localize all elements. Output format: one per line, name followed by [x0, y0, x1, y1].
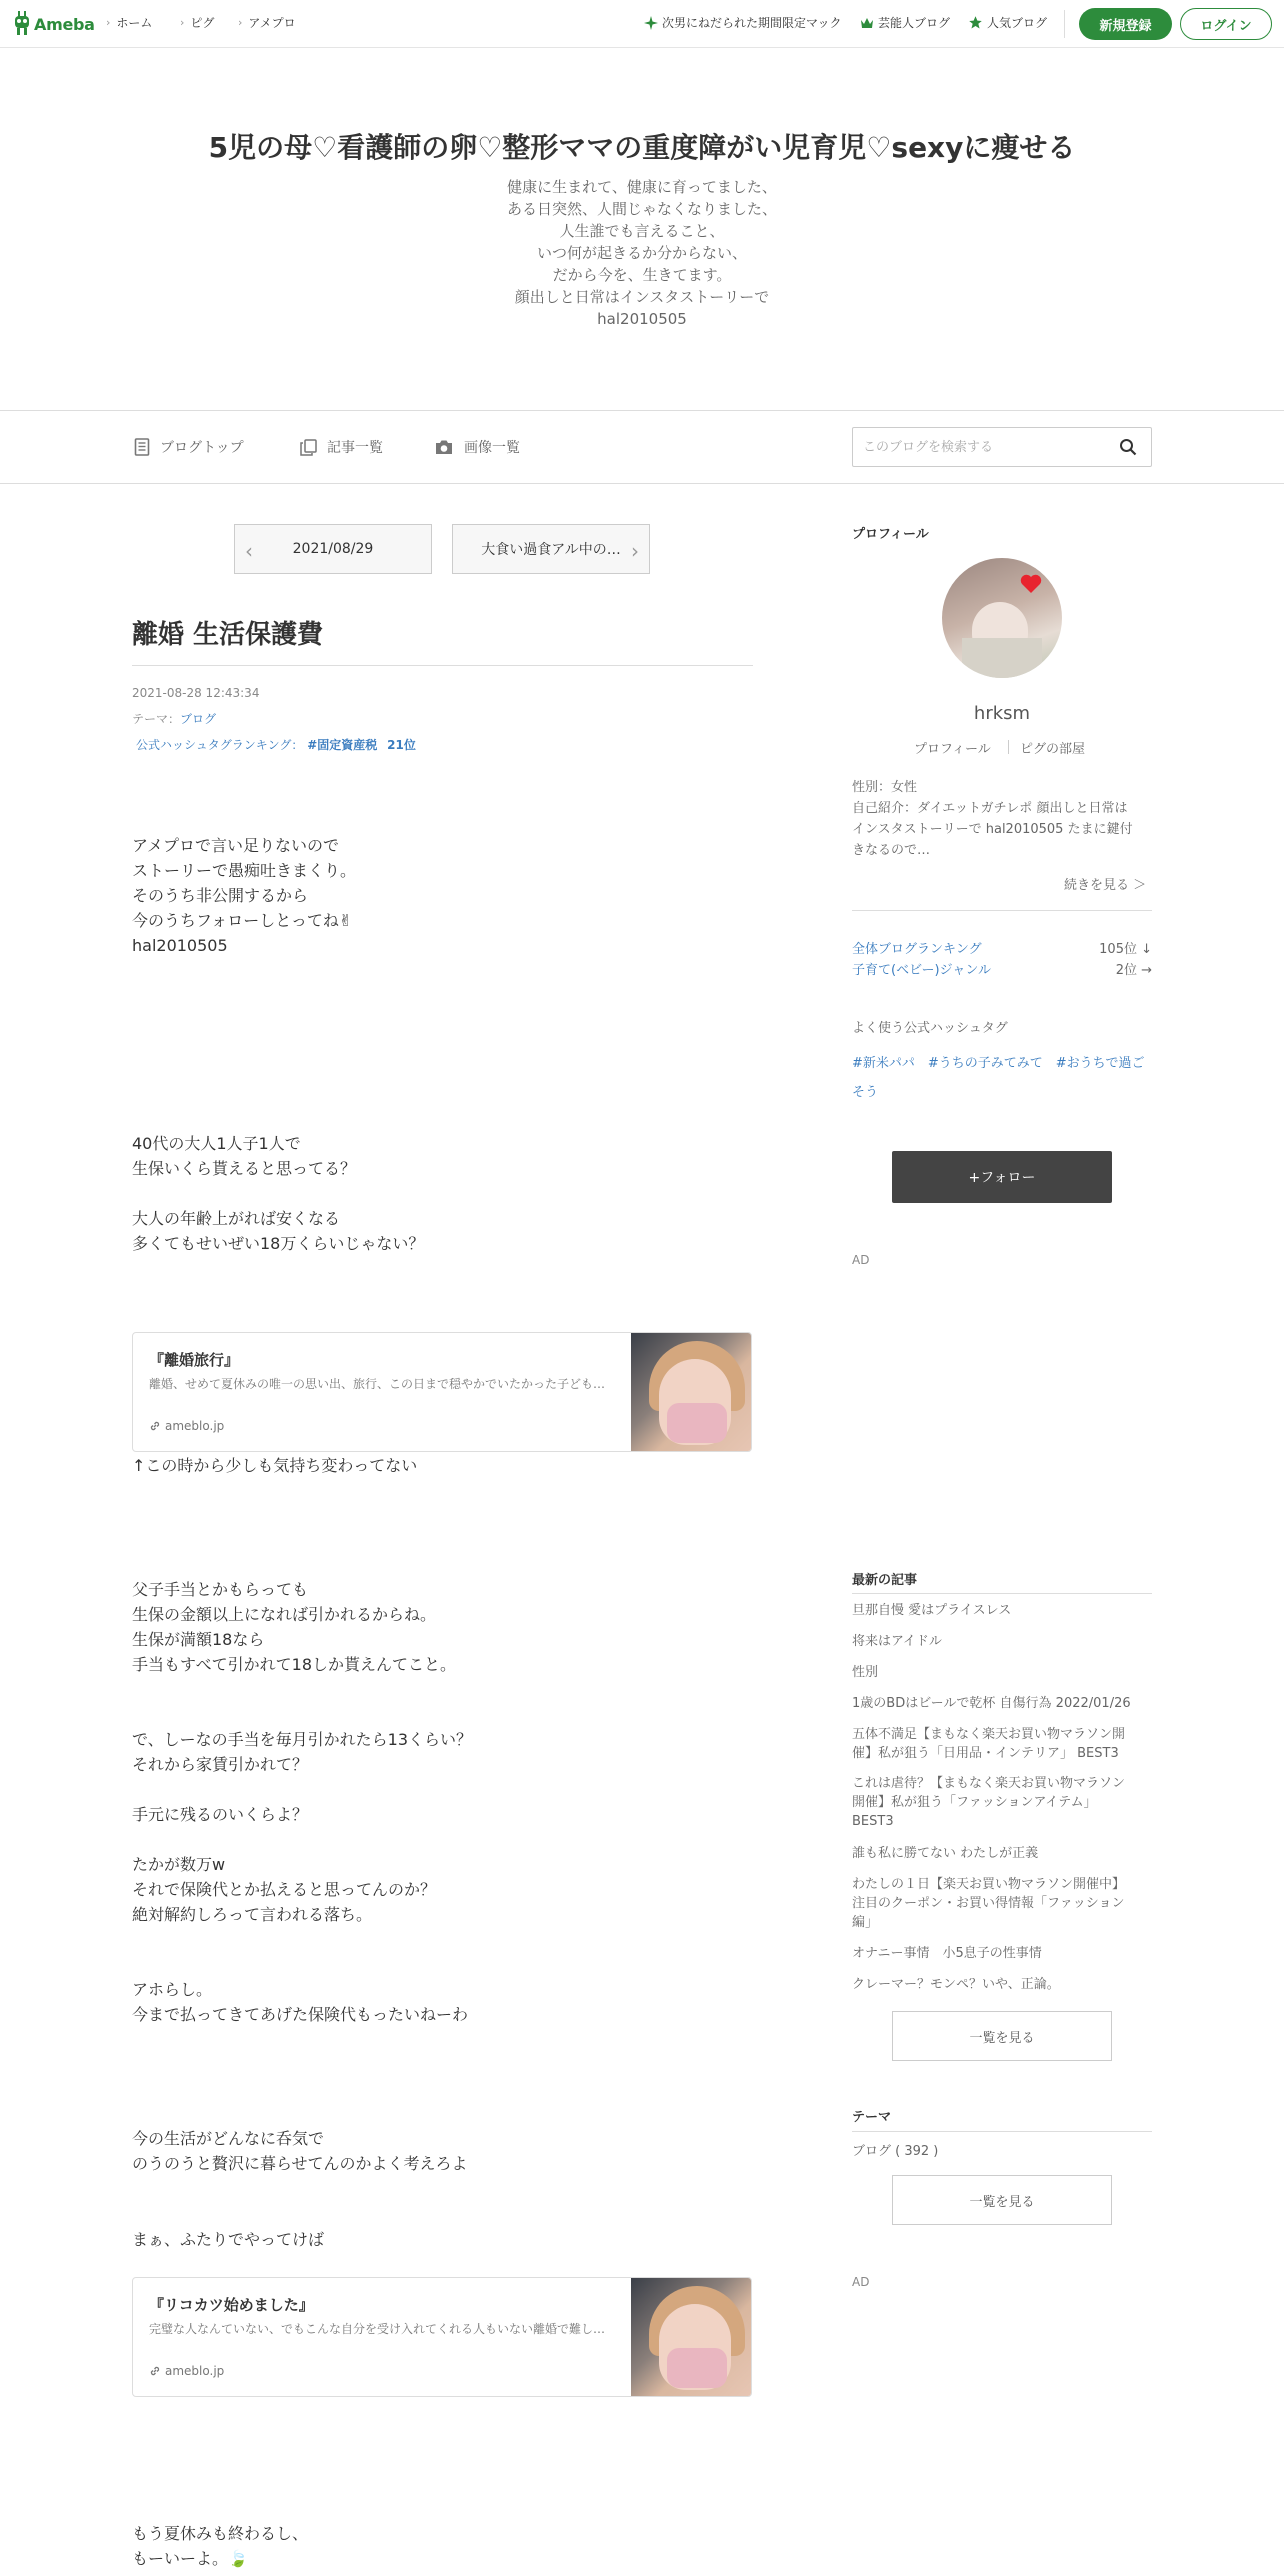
- recent-article-title: BEST3: [852, 1814, 894, 1829]
- profile-links-divider: [1008, 740, 1009, 754]
- card-title: 『リコカツ始めました』: [149, 2296, 314, 2314]
- ranking-genre-label: 子育て(ベビー)ジャンル: [852, 963, 992, 978]
- recent-article-link[interactable]: [852, 1601, 1152, 1620]
- copy-icon: [300, 439, 317, 456]
- text-line: 父子手当とかもらっても: [132, 1580, 309, 1599]
- text-line: インスタストーリーで hal2010505 たまに鍵付: [852, 822, 1133, 837]
- read-more-link[interactable]: 続きを見る ＞: [1064, 878, 1147, 893]
- sidebar-divider: [852, 2131, 1152, 2132]
- recent-article-title: 催】私が狙う「日用品・インテリア」 BEST3: [852, 1746, 1119, 1761]
- camera-icon: [434, 439, 454, 455]
- blog-search: [852, 427, 1152, 467]
- text-line: アホらし。: [132, 1980, 213, 1999]
- recent-article-link[interactable]: [852, 1774, 1152, 1831]
- chevron-right-icon: ›: [631, 539, 639, 563]
- nav-amepro-label: アメプロ: [248, 16, 296, 30]
- chevron-right-icon: ›: [238, 16, 243, 29]
- profile-name[interactable]: hrksm: [973, 703, 1031, 724]
- article-date: 2021-08-28 12:43:34: [132, 686, 260, 700]
- text-line: もう夏休みも終わるし、: [132, 2524, 309, 2543]
- avatar[interactable]: [942, 558, 1062, 678]
- hashtag-list[interactable]: そう: [852, 1085, 879, 1100]
- blog-title[interactable]: 5児の母♡看護師の卵♡整形ママの重度障がい児育児♡sexyに痩せる: [208, 131, 1076, 164]
- recent-article-link[interactable]: [852, 1844, 1152, 1863]
- avatar-banknotes: [962, 638, 1042, 678]
- text-line: ↑この時から少しも気持ち変わってない: [132, 1456, 418, 1475]
- blog-nav: [0, 410, 1284, 484]
- text-line: hal2010505: [132, 936, 228, 955]
- article-divider: [132, 665, 753, 666]
- card-domain-label: ameblo.jp: [165, 2364, 225, 2378]
- next-article-label: 大食い過食アル中の…: [481, 542, 621, 558]
- theme-heading: テーマ: [852, 2110, 892, 2125]
- text-line: それで保険代とか払えると思ってんのか？: [132, 1880, 437, 1899]
- text-line: 生保の金額以上になれば引かれるからね。: [132, 1605, 437, 1624]
- article-paragraph: [132, 1131, 356, 1181]
- nav-home[interactable]: [106, 14, 152, 31]
- blog-description-line: だから今を、生きてます。: [552, 266, 732, 284]
- card-description: 完璧な人なんていない、でもこんな自分を受け入れてくれる人もいない離婚で難し…: [149, 2322, 606, 2336]
- ameba-mascot-icon: [12, 10, 32, 38]
- recent-article-title: 誰も私に勝てない わたしが正義: [852, 1846, 1039, 1861]
- crown-icon: [860, 17, 874, 29]
- text-line: 生保が満額18なら: [132, 1630, 265, 1649]
- hashtag-ranking-rank: 21位: [387, 738, 416, 752]
- nav-pigg-label: ピグ: [190, 16, 215, 30]
- text-line: 大人の年齢上がれば安くなる: [132, 1209, 341, 1228]
- logo-text: Ameba: [34, 14, 95, 34]
- recent-article-title: 注目のクーポン・お買い得情報「ファッション: [852, 1896, 1125, 1911]
- promo-label: 次男にねだられた期間限定マック: [662, 16, 842, 30]
- text-line: 絶対解約しろって言われる落ち。: [132, 1905, 373, 1924]
- recent-articles-heading: 最新の記事: [852, 1573, 918, 1588]
- theme-blog-link[interactable]: ブログ ( 392 ): [852, 2144, 939, 2159]
- blog-description-line: ある日突然、人間じゃなくなりました、: [506, 200, 777, 218]
- article-paragraph: [132, 1577, 456, 1677]
- link-icon: [149, 1420, 161, 1432]
- blog-top-link[interactable]: [134, 437, 244, 457]
- article-list-label: 記事一覧: [327, 440, 383, 456]
- recent-article-title: クレーマー？モンペ？いや、正論。: [852, 1977, 1060, 1992]
- article-paragraph: [132, 2227, 324, 2252]
- card-thumbnail: [631, 1333, 751, 1452]
- nav-pigg[interactable]: [180, 14, 214, 31]
- profile-gender: 性別：女性: [852, 780, 918, 795]
- recent-article-title: 将来はアイドル: [852, 1634, 942, 1649]
- recent-article-link[interactable]: [852, 1663, 1152, 1682]
- article-theme: [132, 710, 216, 727]
- ad-label: AD: [852, 2275, 870, 2289]
- hashtag-ranking[interactable]: [136, 736, 416, 753]
- profile-link[interactable]: プロフィール: [914, 742, 991, 757]
- next-article-button[interactable]: [452, 524, 650, 574]
- article-paragraph: [132, 1977, 468, 2027]
- text-line: 多くてもせいぜい18万くらいじゃない？: [132, 1234, 425, 1253]
- blog-description-line: 顔出しと日常はインスタストーリーで: [514, 288, 770, 306]
- theme-link[interactable]: ブログ: [180, 712, 217, 726]
- hashtag-heading: よく使う公式ハッシュタグ: [852, 1021, 1008, 1036]
- chevron-right-icon: ›: [180, 16, 185, 29]
- recent-article-link[interactable]: [852, 1694, 1152, 1713]
- blog-description-line: hal2010505: [597, 310, 687, 328]
- card-description: 離婚、せめて夏休みの唯一の思い出、旅行、この日まで穏やかでいたかった子ども…: [149, 1377, 606, 1391]
- recent-article-title: 1歳のBDはビールで乾杯 自傷行為 2022/01/26: [852, 1696, 1131, 1711]
- chevron-right-icon: ›: [106, 16, 111, 29]
- article-paragraph: [132, 833, 356, 958]
- link-icon: [149, 2365, 161, 2377]
- ranking-genre[interactable]: [852, 959, 1152, 978]
- text-line: ストーリーで愚痴吐きまくり。: [132, 861, 357, 880]
- document-icon: [134, 438, 150, 456]
- global-header: [0, 0, 1284, 48]
- article-paragraph: [132, 1852, 436, 1927]
- header-divider: [1064, 10, 1065, 38]
- article-title[interactable]: 離婚 生活保護費: [132, 620, 324, 650]
- recent-article-link[interactable]: [852, 1875, 1152, 1932]
- card-thumbnail: [631, 2278, 751, 2397]
- see-all-themes-button[interactable]: 一覧を見る: [892, 2175, 1112, 2225]
- blog-top-label: ブログトップ: [160, 440, 244, 456]
- article-list-link[interactable]: [300, 437, 383, 457]
- see-all-articles-button[interactable]: 一覧を見る: [892, 2011, 1112, 2061]
- recent-article-title: 五体不満足【まもなく楽天お買い物マラソン開: [852, 1727, 1126, 1742]
- ranking-overall[interactable]: [852, 938, 1152, 957]
- card-domain: [149, 2364, 224, 2378]
- text-line: 今まで払ってきてあげた保険代もったいねーわ: [132, 2005, 469, 2024]
- recent-article-title: オナニー事情 小5息子の性事情: [852, 1946, 1042, 1961]
- text-line: 自己紹介：ダイエットガチレポ 顔出しと日常は: [852, 801, 1128, 816]
- text-line: それから家賃引かれて？: [132, 1755, 309, 1774]
- recent-article-title: わたしの１日【楽天お買い物マラソン開催中】: [852, 1877, 1126, 1892]
- article-paragraph: [132, 1206, 424, 1256]
- card-domain: [149, 1419, 224, 1433]
- pigg-room-link[interactable]: ピグの部屋: [1020, 742, 1086, 757]
- blog-link-card[interactable]: [132, 2277, 752, 2397]
- card-title: 『離婚旅行』: [149, 1351, 240, 1369]
- profile-intro: [852, 798, 1133, 861]
- sidebar-divider: [852, 1593, 1152, 1594]
- recent-article-title: 編」: [852, 1915, 879, 1930]
- blog-description-line: 人生誰でも言えること、: [559, 222, 725, 240]
- nav-home-label: ホーム: [116, 16, 153, 30]
- text-line: 生保いくら貰えると思ってる？: [132, 1159, 357, 1178]
- recent-article-link[interactable]: [852, 1944, 1152, 1963]
- popular-blog-label: 人気ブログ: [987, 16, 1048, 30]
- recent-article-link[interactable]: [852, 1975, 1152, 1994]
- recent-article-link[interactable]: [852, 1725, 1152, 1763]
- card-domain-label: ameblo.jp: [165, 1419, 225, 1433]
- ad-label: AD: [852, 1253, 870, 1267]
- celebrity-blog-label: 芸能人ブログ: [878, 16, 951, 30]
- popular-blog-link[interactable]: [968, 14, 1047, 31]
- chevron-left-icon: ‹: [245, 539, 253, 563]
- ranking-overall-value: 105位 ↓: [1099, 942, 1152, 957]
- recent-article-title: 性別: [852, 1665, 879, 1680]
- text-line: 40代の大人1人子1人で: [132, 1134, 301, 1153]
- star-icon: [968, 15, 983, 30]
- thumbnail-mask: [667, 1403, 727, 1443]
- text-line: アメプロで言い足りないので: [132, 836, 340, 855]
- text-line: たかが数万w: [132, 1855, 226, 1874]
- ranking-genre-value: 2位 →: [1115, 963, 1152, 978]
- recent-article-title: 開催】私が狙う「ファッションアイテム」: [852, 1795, 1097, 1810]
- text-line: もーいーよ。🍃: [132, 2549, 248, 2568]
- image-list-link[interactable]: [434, 437, 520, 457]
- login-button[interactable]: ログイン: [1180, 8, 1272, 40]
- blog-link-card[interactable]: [132, 1332, 752, 1452]
- text-line: 手元に残るのいくらよ？: [132, 1805, 309, 1824]
- text-line: 今の生活がどんなに呑気で: [132, 2129, 325, 2148]
- recent-article-title: 旦那自慢 愛はプライスレス: [852, 1603, 1012, 1618]
- text-line: のうのうと贅沢に暮らせてんのかよく考えろよ: [132, 2154, 468, 2173]
- blog-description-line: 健康に生まれて、健康に育ってました、: [507, 178, 777, 196]
- image-list-label: 画像一覧: [464, 440, 520, 456]
- text-line: で、しーなの手当を毎月引かれたら13くらい？: [132, 1730, 473, 1749]
- text-line: そのうち非公開するから: [132, 886, 309, 905]
- ameba-logo[interactable]: [12, 10, 95, 38]
- article-paragraph: [132, 2126, 468, 2176]
- follow-button[interactable]: +フォロー: [892, 1151, 1112, 1203]
- heart-icon: [1020, 574, 1042, 594]
- text-line: 今のうちフォローしとってね✌: [132, 911, 353, 930]
- sidebar-divider: [852, 910, 1152, 911]
- search-icon[interactable]: [1119, 438, 1137, 456]
- article-paragraph: [132, 1727, 472, 1777]
- sparkle-icon: [644, 16, 658, 30]
- article-paragraph: [132, 1802, 308, 1827]
- prev-article-label: 2021/08/29: [292, 541, 374, 557]
- blog-description: [0, 176, 1284, 330]
- hashtag-ranking-label: 公式ハッシュタグランキング：: [136, 738, 304, 752]
- recent-article-link[interactable]: [852, 1632, 1152, 1651]
- recent-article-title: これは虐待？【まもなく楽天お買い物マラソン: [852, 1776, 1126, 1791]
- blog-description-line: いつ何が起きるか分からない、: [536, 244, 747, 262]
- text-line: まぁ、ふたりでやってけば: [132, 2230, 325, 2249]
- nav-amepro[interactable]: [238, 14, 296, 31]
- thumbnail-mask: [667, 2348, 727, 2388]
- profile-heading: プロフィール: [852, 527, 929, 542]
- promo-link[interactable]: [644, 14, 842, 31]
- text-line: きなるので…: [852, 843, 931, 858]
- article-paragraph: [132, 1453, 417, 1478]
- blog-search-input[interactable]: [863, 428, 1103, 466]
- prev-article-button[interactable]: [234, 524, 432, 574]
- theme-label: テーマ：: [132, 712, 181, 726]
- article-paragraph: [132, 2521, 308, 2568]
- celebrity-blog-link[interactable]: [860, 14, 950, 31]
- hashtag-list[interactable]: #新米パパ #うちの子みてみて #おうちで過ご: [852, 1056, 1145, 1071]
- signup-button[interactable]: 新規登録: [1079, 8, 1172, 40]
- text-line: 手当もすべて引かれて18しか貰えんてこと。: [132, 1655, 457, 1674]
- hashtag-ranking-tag: #固定資産税: [307, 738, 378, 752]
- ranking-overall-label: 全体ブログランキング: [852, 942, 982, 957]
